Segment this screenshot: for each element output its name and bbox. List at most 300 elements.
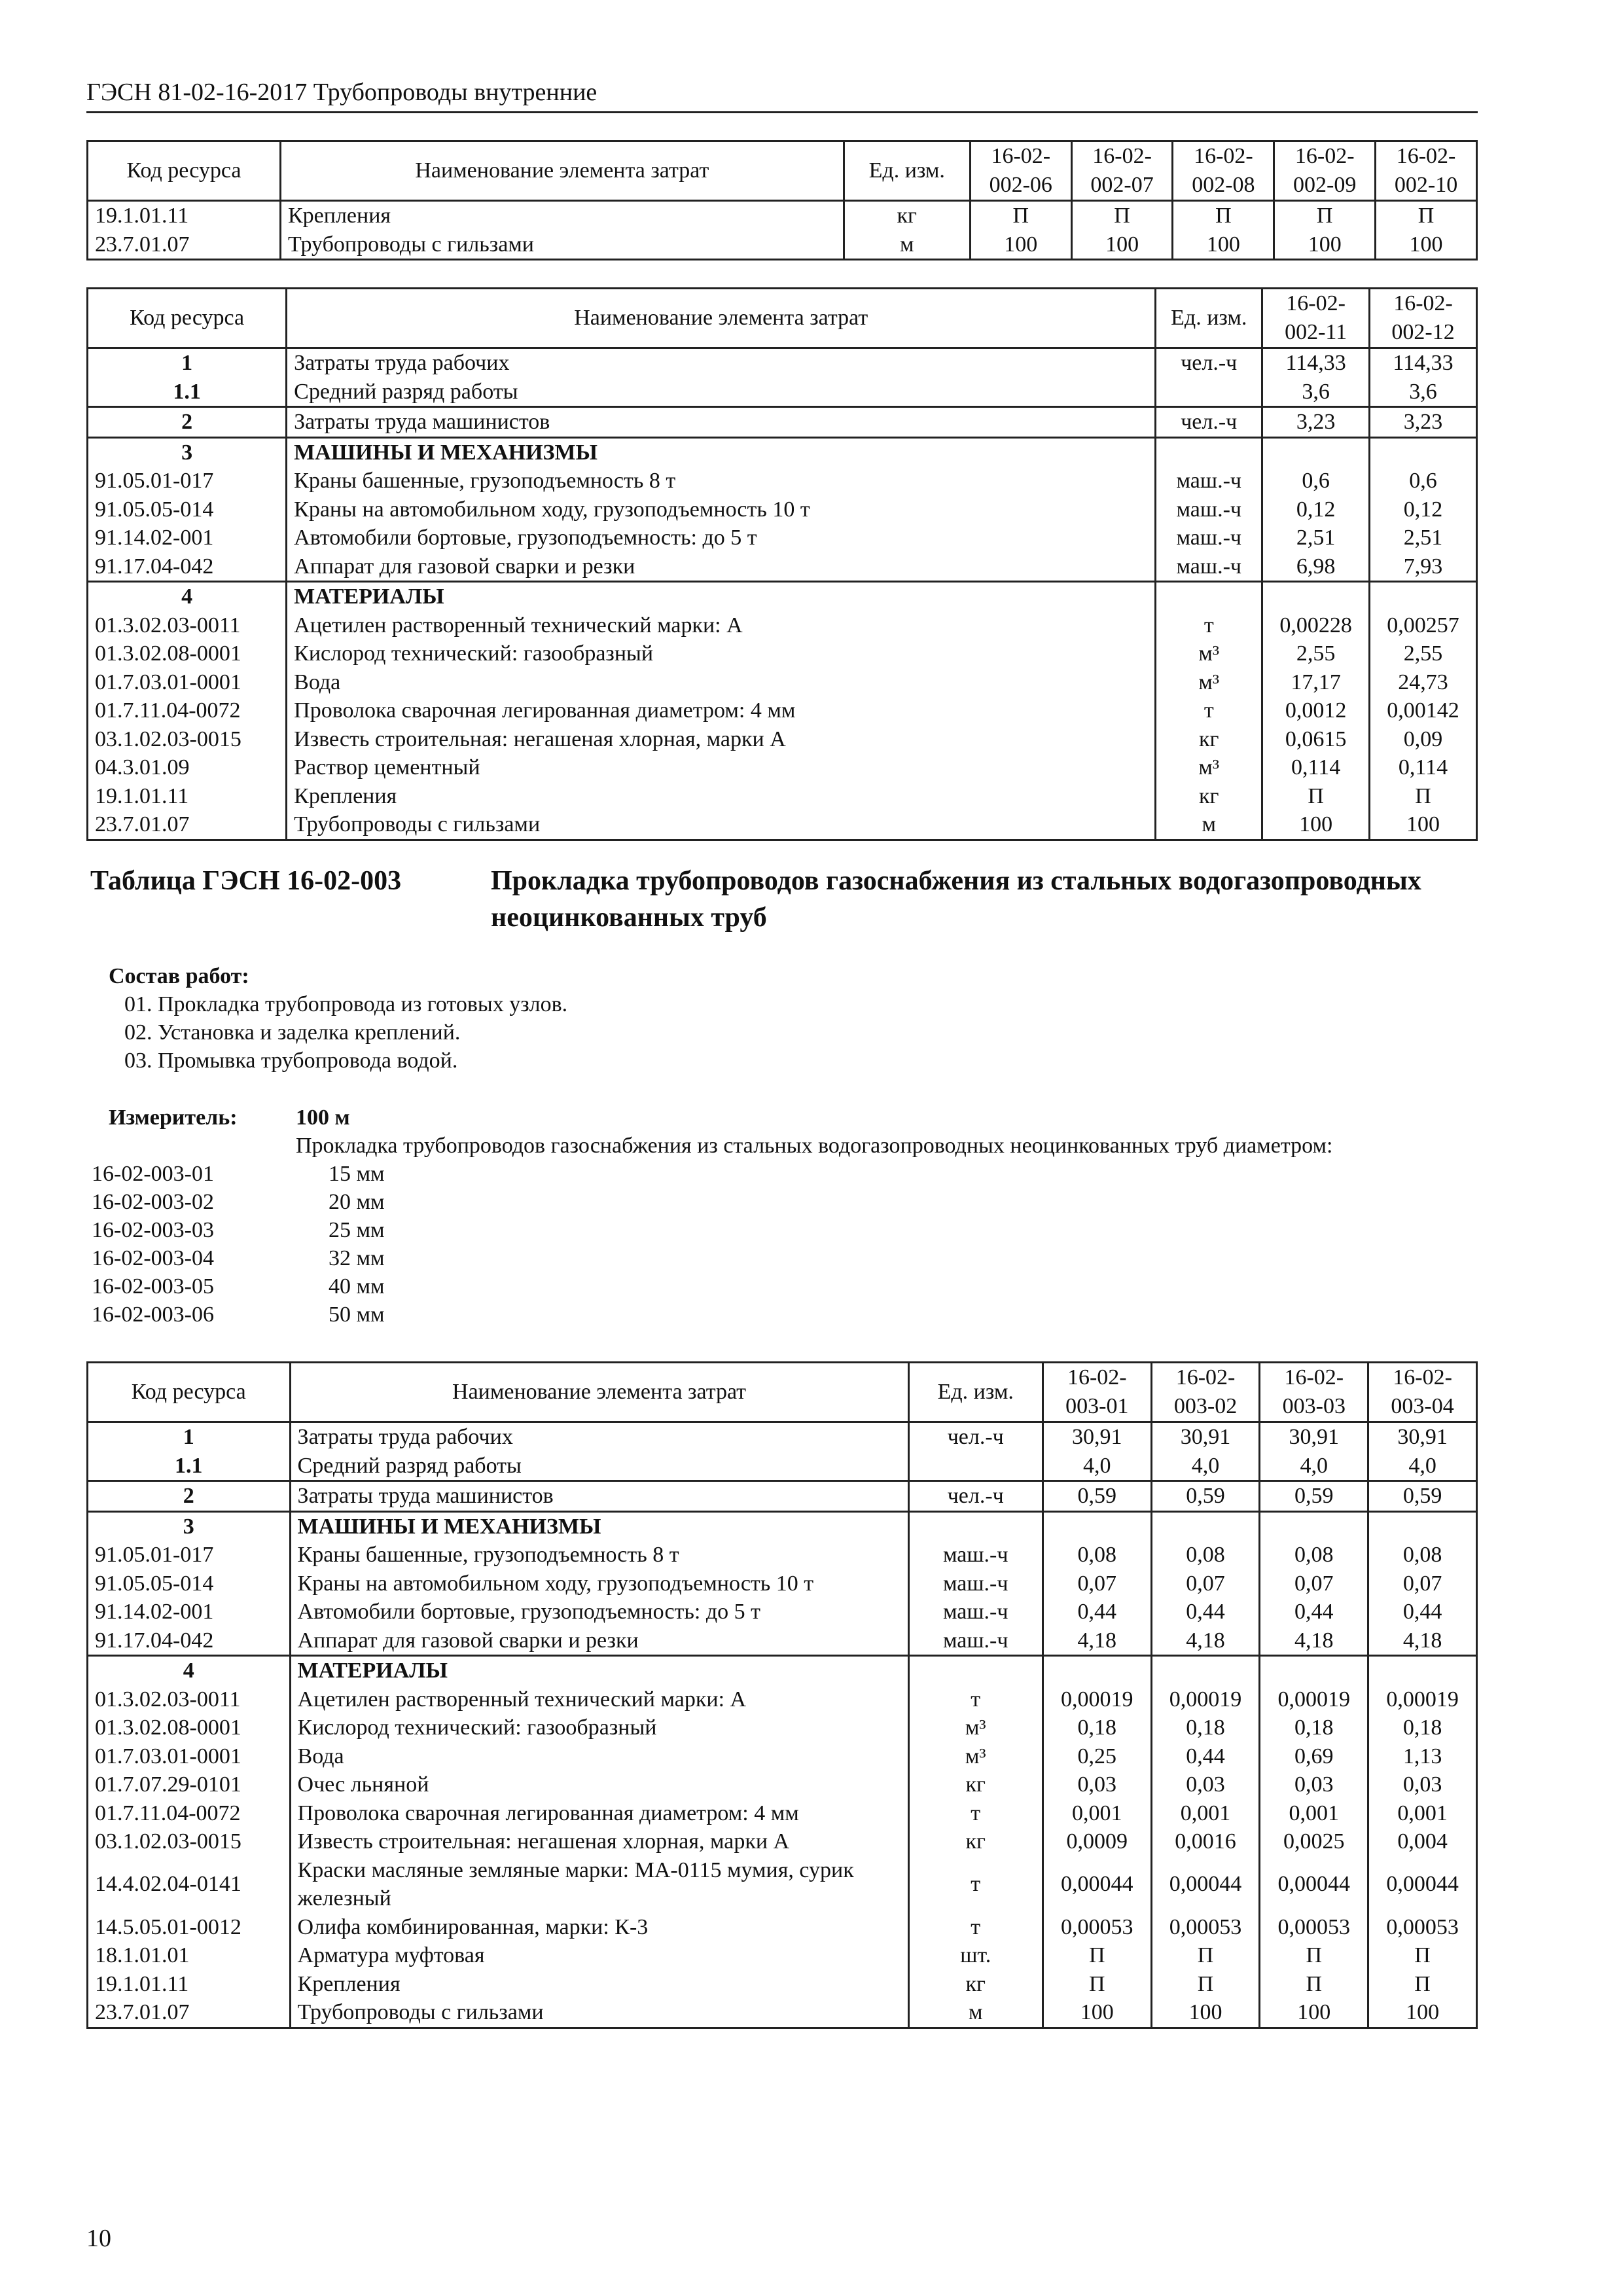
resource-value: 4,18: [1260, 1626, 1368, 1656]
table-row: [88, 1998, 1477, 2028]
table-row: [88, 467, 1477, 495]
table-row: [88, 552, 1477, 582]
resource-unit: маш.-ч: [1156, 495, 1262, 524]
table-row: [88, 230, 1477, 260]
resource-value: П: [1368, 1941, 1477, 1970]
resource-value: 0,00044: [1368, 1856, 1477, 1913]
resource-value: 0,07: [1260, 1570, 1368, 1598]
running-header: ГЭСН 81-02-16-2017 Трубопроводы внутренние: [86, 73, 1478, 113]
resource-code: 14.4.02.04-0141: [88, 1856, 291, 1913]
resource-name: Арматура муфтовая: [290, 1941, 908, 1970]
header-name: Наименование элемента затрат: [281, 141, 844, 201]
header-name: Наименование элемента затрат: [290, 1363, 908, 1422]
resource-value: [1370, 437, 1477, 467]
table-row: [88, 524, 1477, 552]
resource-unit: т: [908, 1799, 1043, 1828]
resource-value: 0,6: [1262, 467, 1370, 495]
resource-value: [1260, 1656, 1368, 1685]
resource-name: Краны на автомобильном ходу, грузоподъемность 10 т: [290, 1570, 908, 1598]
resource-name: Известь строительная: негашеная хлорная, марки А: [290, 1827, 908, 1856]
resource-unit: [908, 1452, 1043, 1481]
resource-value: [1043, 1656, 1151, 1685]
resource-unit: чел.-ч: [1156, 348, 1262, 378]
table-row: [88, 1742, 1477, 1771]
header-col: 16-02-002-09: [1274, 141, 1376, 201]
resource-code: 23.7.01.07: [88, 230, 281, 260]
table-row: [88, 1598, 1477, 1626]
resource-value: 4,0: [1368, 1452, 1477, 1481]
resource-value: 24,73: [1370, 668, 1477, 697]
resource-value: 0,18: [1151, 1713, 1260, 1742]
resource-value: 4,18: [1151, 1626, 1260, 1656]
resource-name: Олифа комбинированная, марки: К-3: [290, 1913, 908, 1942]
work-item: 03. Промывка трубопровода водой.: [124, 1049, 458, 1073]
norm-code: 16-02-003-05: [92, 1274, 214, 1299]
resource-value: П: [1376, 201, 1477, 230]
resource-value: 4,0: [1260, 1452, 1368, 1481]
table-row: [88, 639, 1477, 668]
resource-unit: м: [1156, 810, 1262, 840]
resource-value: 4,18: [1368, 1626, 1477, 1656]
resource-code: 3: [88, 1511, 291, 1541]
resource-unit: т: [908, 1685, 1043, 1714]
resource-value: П: [1151, 1970, 1260, 1999]
measure-label: Измеритель:: [109, 1105, 238, 1130]
table-header-row: [88, 289, 1477, 348]
table-title: Прокладка трубопроводов газоснабжения из стальных водогазопроводных неоцинкованных труб: [491, 866, 1421, 933]
table-row: [88, 1626, 1477, 1656]
resource-value: 0,08: [1151, 1541, 1260, 1570]
resource-value: 0,001: [1368, 1799, 1477, 1828]
resource-value: 0,00053: [1260, 1913, 1368, 1942]
resource-value: [1262, 582, 1370, 611]
resource-value: 0,00019: [1260, 1685, 1368, 1714]
resource-unit: кг: [908, 1827, 1043, 1856]
resource-name: Краны на автомобильном ходу, грузоподъемность 10 т: [287, 495, 1156, 524]
table-row: [88, 378, 1477, 407]
resource-value: 3,6: [1262, 378, 1370, 407]
resource-name: Раствор цементный: [287, 753, 1156, 782]
resource-code: 01.7.11.04-0072: [88, 696, 287, 725]
resource-unit: маш.-ч: [908, 1570, 1043, 1598]
header-col: 16-02-003-04: [1368, 1363, 1477, 1422]
resource-code: 2: [88, 1481, 291, 1512]
resource-code: 91.05.01-017: [88, 467, 287, 495]
resource-name: Аппарат для газовой сварки и резки: [287, 552, 1156, 582]
resource-value: 0,00142: [1370, 696, 1477, 725]
resource-value: 0,0025: [1260, 1827, 1368, 1856]
resource-unit: т: [908, 1856, 1043, 1913]
resource-value: 0,03: [1368, 1770, 1477, 1799]
header-col: 16-02-002-11: [1262, 289, 1370, 348]
norm-code: 16-02-003-04: [92, 1246, 214, 1270]
resource-unit: кг: [1156, 782, 1262, 811]
resource-code: 91.05.05-014: [88, 495, 287, 524]
work-item: 01. Прокладка трубопровода из готовых узлов.: [124, 992, 568, 1016]
resource-value: 30,91: [1260, 1422, 1368, 1452]
resource-name: Средний разряд работы: [290, 1452, 908, 1481]
resource-code: 19.1.01.11: [88, 782, 287, 811]
resource-value: 0,0016: [1151, 1827, 1260, 1856]
header-col: 16-02-002-06: [970, 141, 1071, 201]
resource-value: 0,03: [1151, 1770, 1260, 1799]
table-row: [88, 582, 1477, 611]
resource-unit: м: [844, 230, 970, 260]
table-row: [88, 1799, 1477, 1828]
header-unit: Ед. изм.: [908, 1363, 1043, 1422]
resource-name: Автомобили бортовые, грузоподъемность: до 5 т: [287, 524, 1156, 552]
resource-value: 100: [1043, 1998, 1151, 2028]
resource-name: Затраты труда рабочих: [287, 348, 1156, 378]
resource-value: 0,114: [1262, 753, 1370, 782]
resource-value: 3,23: [1262, 407, 1370, 438]
resource-unit: маш.-ч: [1156, 524, 1262, 552]
resource-unit: м³: [908, 1713, 1043, 1742]
resource-value: 4,0: [1043, 1452, 1151, 1481]
resource-code: 14.5.05.01-0012: [88, 1913, 291, 1942]
resource-value: 0,69: [1260, 1742, 1368, 1771]
resource-value: 0,00019: [1151, 1685, 1260, 1714]
resource-unit: [908, 1656, 1043, 1685]
resource-value: 100: [1262, 810, 1370, 840]
resource-unit: [1156, 437, 1262, 467]
resource-unit: кг: [908, 1970, 1043, 1999]
resource-name: Крепления: [287, 782, 1156, 811]
resource-value: 0,44: [1043, 1598, 1151, 1626]
resource-value: П: [1043, 1970, 1151, 1999]
resource-value: 0,00044: [1043, 1856, 1151, 1913]
table-row: [88, 1656, 1477, 1685]
resource-table-16-02-003-01-04: [86, 1361, 1478, 2029]
resource-unit: маш.-ч: [1156, 552, 1262, 582]
resource-unit: м³: [1156, 639, 1262, 668]
resource-value: П: [1368, 1970, 1477, 1999]
resource-code: 19.1.01.11: [88, 1970, 291, 1999]
resource-name: Средний разряд работы: [287, 378, 1156, 407]
norm-code: 16-02-003-02: [92, 1190, 214, 1214]
resource-name: МАТЕРИАЛЫ: [290, 1656, 908, 1685]
resource-unit: т: [1156, 696, 1262, 725]
resource-name: Трубопроводы с гильзами: [287, 810, 1156, 840]
resource-value: [1370, 582, 1477, 611]
table-row: [88, 1941, 1477, 1970]
resource-unit: кг: [1156, 725, 1262, 754]
header-col: 16-02-002-08: [1173, 141, 1274, 201]
resource-code: 03.1.02.03-0015: [88, 1827, 291, 1856]
resource-code: 1.1: [88, 378, 287, 407]
resource-value: 100: [1151, 1998, 1260, 2028]
resource-value: 0,44: [1368, 1598, 1477, 1626]
work-item: 02. Установка и заделка креплений.: [124, 1020, 461, 1045]
resource-code: 91.14.02-001: [88, 524, 287, 552]
resource-code: 91.05.05-014: [88, 1570, 291, 1598]
table-row: [88, 1770, 1477, 1799]
resource-name: Вода: [290, 1742, 908, 1771]
resource-value: 114,33: [1262, 348, 1370, 378]
resource-value: 2,55: [1262, 639, 1370, 668]
resource-code: 23.7.01.07: [88, 810, 287, 840]
table-row: [88, 1570, 1477, 1598]
resource-value: 100: [1370, 810, 1477, 840]
resource-value: П: [1151, 1941, 1260, 1970]
resource-name: Краски масляные земляные марки: МА-0115 мумия, сурик железный: [290, 1856, 908, 1913]
resource-value: 0,12: [1370, 495, 1477, 524]
resource-unit: чел.-ч: [908, 1422, 1043, 1452]
resource-value: 0,44: [1151, 1742, 1260, 1771]
resource-unit: кг: [844, 201, 970, 230]
resource-value: 0,59: [1260, 1481, 1368, 1512]
resource-name: Ацетилен растворенный технический марки: А: [290, 1685, 908, 1714]
header-col: 16-02-002-10: [1376, 141, 1477, 201]
resource-unit: м³: [1156, 753, 1262, 782]
resource-unit: м: [908, 1998, 1043, 2028]
resource-value: П: [1370, 782, 1477, 811]
measure-value: 100 м: [296, 1105, 350, 1130]
resource-value: 0,44: [1151, 1598, 1260, 1626]
table-row: [88, 1541, 1477, 1570]
header-unit: Ед. изм.: [844, 141, 970, 201]
resource-unit: кг: [908, 1770, 1043, 1799]
resource-value: 0,0012: [1262, 696, 1370, 725]
resource-value: 100: [1173, 230, 1274, 260]
norm-diameter: 20 мм: [329, 1190, 385, 1214]
table-header-row: [88, 141, 1477, 201]
resource-name: Ацетилен растворенный технический марки: А: [287, 611, 1156, 640]
resource-value: 4,18: [1043, 1626, 1151, 1656]
norm-code: 16-02-003-03: [92, 1218, 214, 1242]
resource-code: 91.17.04-042: [88, 552, 287, 582]
resource-unit: т: [908, 1913, 1043, 1942]
resource-code: 91.05.01-017: [88, 1541, 291, 1570]
resource-value: 100: [1368, 1998, 1477, 2028]
resource-value: [1151, 1511, 1260, 1541]
resource-value: 0,03: [1260, 1770, 1368, 1799]
norm-diameter: 25 мм: [329, 1218, 385, 1242]
resource-code: 01.3.02.03-0011: [88, 611, 287, 640]
resource-name: Крепления: [281, 201, 844, 230]
resource-code: 01.3.02.08-0001: [88, 1713, 291, 1742]
resource-value: 0,09: [1370, 725, 1477, 754]
resource-name: МАШИНЫ И МЕХАНИЗМЫ: [290, 1511, 908, 1541]
resource-value: 0,00228: [1262, 611, 1370, 640]
resource-value: 30,91: [1368, 1422, 1477, 1452]
resource-value: 0,12: [1262, 495, 1370, 524]
resource-name: Кислород технический: газообразный: [290, 1713, 908, 1742]
header-col: 16-02-002-07: [1071, 141, 1173, 201]
resource-value: 114,33: [1370, 348, 1477, 378]
resource-code: 01.7.07.29-0101: [88, 1770, 291, 1799]
resource-value: 17,17: [1262, 668, 1370, 697]
resource-value: 100: [1071, 230, 1173, 260]
table-row: [88, 1511, 1477, 1541]
resource-code: 2: [88, 407, 287, 438]
resource-value: 0,07: [1368, 1570, 1477, 1598]
resource-name: Краны башенные, грузоподъемность 8 т: [290, 1541, 908, 1570]
resource-unit: маш.-ч: [1156, 467, 1262, 495]
resource-unit: м³: [908, 1742, 1043, 1771]
resource-value: П: [1173, 201, 1274, 230]
resource-value: 100: [1376, 230, 1477, 260]
resource-value: 0,59: [1151, 1481, 1260, 1512]
resource-code: 91.14.02-001: [88, 1598, 291, 1626]
header-code: Код ресурса: [88, 289, 287, 348]
resource-value: 0,08: [1368, 1541, 1477, 1570]
resource-name: МАТЕРИАЛЫ: [287, 582, 1156, 611]
resource-value: 2,51: [1262, 524, 1370, 552]
resource-name: Кислород технический: газообразный: [287, 639, 1156, 668]
resource-code: 1: [88, 348, 287, 378]
table-row: [88, 1713, 1477, 1742]
resource-value: 4,0: [1151, 1452, 1260, 1481]
resource-value: 0,00044: [1151, 1856, 1260, 1913]
resource-name: Вода: [287, 668, 1156, 697]
resource-code: 1: [88, 1422, 291, 1452]
resource-table-16-02-002-06-10: [86, 140, 1478, 260]
norm-code: 16-02-003-06: [92, 1302, 214, 1327]
resource-value: 0,18: [1368, 1713, 1477, 1742]
header-col: 16-02-003-03: [1260, 1363, 1368, 1422]
table-row: [88, 810, 1477, 840]
resource-value: 0,07: [1043, 1570, 1151, 1598]
resource-value: 0,07: [1151, 1570, 1260, 1598]
header-code: Код ресурса: [88, 141, 281, 201]
resource-value: 6,98: [1262, 552, 1370, 582]
table-row: [88, 348, 1477, 378]
table-row: [88, 1452, 1477, 1481]
resource-value: 0,59: [1043, 1481, 1151, 1512]
table-row: [88, 407, 1477, 438]
resource-code: 4: [88, 582, 287, 611]
resource-name: Затраты труда машинистов: [287, 407, 1156, 438]
measure-description: Прокладка трубопроводов газоснабжения из стальных водогазопроводных неоцинкованных труб диаметром:: [296, 1134, 1333, 1158]
resource-unit: маш.-ч: [908, 1541, 1043, 1570]
resource-value: 0,18: [1260, 1713, 1368, 1742]
resource-unit: маш.-ч: [908, 1626, 1043, 1656]
resource-value: 7,93: [1370, 552, 1477, 582]
resource-unit: м³: [1156, 668, 1262, 697]
resource-value: 0,114: [1370, 753, 1477, 782]
table-number: Таблица ГЭСН 16-02-003: [90, 866, 402, 896]
resource-name: Трубопроводы с гильзами: [290, 1998, 908, 2028]
resource-code: 01.7.03.01-0001: [88, 1742, 291, 1771]
norm-diameter: 40 мм: [329, 1274, 385, 1299]
resource-code: 3: [88, 437, 287, 467]
resource-name: Затраты труда рабочих: [290, 1422, 908, 1452]
resource-value: [1043, 1511, 1151, 1541]
header-col: 16-02-003-01: [1043, 1363, 1151, 1422]
resource-unit: [1156, 582, 1262, 611]
table-row: [88, 1685, 1477, 1714]
resource-name: Краны башенные, грузоподъемность 8 т: [287, 467, 1156, 495]
resource-value: 100: [970, 230, 1071, 260]
resource-name: Проволока сварочная легированная диаметром: 4 мм: [287, 696, 1156, 725]
header-col: 16-02-002-12: [1370, 289, 1477, 348]
resource-code: 4: [88, 1656, 291, 1685]
resource-code: 01.7.03.01-0001: [88, 668, 287, 697]
table-row: [88, 753, 1477, 782]
table-row: [88, 1970, 1477, 1999]
resource-unit: [908, 1511, 1043, 1541]
resource-value: 0,18: [1043, 1713, 1151, 1742]
resource-value: П: [1274, 201, 1376, 230]
resource-code: 19.1.01.11: [88, 201, 281, 230]
header-name: Наименование элемента затрат: [287, 289, 1156, 348]
resource-value: 0,6: [1370, 467, 1477, 495]
resource-value: 2,51: [1370, 524, 1477, 552]
table-row: [88, 1913, 1477, 1942]
header-unit: Ед. изм.: [1156, 289, 1262, 348]
table-row: [88, 782, 1477, 811]
resource-value: 0,00053: [1043, 1913, 1151, 1942]
resource-unit: т: [1156, 611, 1262, 640]
resource-code: 1.1: [88, 1452, 291, 1481]
resource-value: 0,00053: [1368, 1913, 1477, 1942]
resource-value: 0,00257: [1370, 611, 1477, 640]
resource-code: 03.1.02.03-0015: [88, 725, 287, 754]
resource-value: 0,08: [1260, 1541, 1368, 1570]
norm-diameter: 15 мм: [329, 1162, 385, 1186]
resource-name: Автомобили бортовые, грузоподъемность: до 5 т: [290, 1598, 908, 1626]
table-header-row: [88, 1363, 1477, 1422]
resource-value: П: [1071, 201, 1173, 230]
resource-name: Известь строительная: негашеная хлорная, марки А: [287, 725, 1156, 754]
resource-unit: шт.: [908, 1941, 1043, 1970]
resource-value: 0,00019: [1368, 1685, 1477, 1714]
resource-value: 1,13: [1368, 1742, 1477, 1771]
resource-value: 3,6: [1370, 378, 1477, 407]
norm-diameter: 32 мм: [329, 1246, 385, 1270]
table-row: [88, 696, 1477, 725]
resource-value: П: [1260, 1970, 1368, 1999]
resource-code: 91.17.04-042: [88, 1626, 291, 1656]
resource-name: Крепления: [290, 1970, 908, 1999]
table-row: [88, 725, 1477, 754]
table-row: [88, 201, 1477, 230]
resource-value: 0,44: [1260, 1598, 1368, 1626]
resource-value: П: [1043, 1941, 1151, 1970]
resource-value: 3,23: [1370, 407, 1477, 438]
resource-value: П: [1262, 782, 1370, 811]
resource-value: 30,91: [1043, 1422, 1151, 1452]
header-col: 16-02-003-02: [1151, 1363, 1260, 1422]
resource-value: [1262, 437, 1370, 467]
resource-value: [1151, 1656, 1260, 1685]
table-row: [88, 611, 1477, 640]
resource-name: Очес льняной: [290, 1770, 908, 1799]
works-label: Состав работ:: [109, 964, 249, 988]
resource-value: 0,00019: [1043, 1685, 1151, 1714]
resource-code: 01.3.02.03-0011: [88, 1685, 291, 1714]
table-row: [88, 668, 1477, 697]
table-row: [88, 1422, 1477, 1452]
header-code: Код ресурса: [88, 1363, 291, 1422]
resource-value: 100: [1274, 230, 1376, 260]
resource-value: [1368, 1511, 1477, 1541]
resource-value: 0,001: [1043, 1799, 1151, 1828]
resource-name: МАШИНЫ И МЕХАНИЗМЫ: [287, 437, 1156, 467]
page-number: 10: [86, 2225, 111, 2252]
resource-value: 0,03: [1043, 1770, 1151, 1799]
table-row: [88, 437, 1477, 467]
norm-diameter: 50 мм: [329, 1302, 385, 1327]
resource-value: 100: [1260, 1998, 1368, 2028]
resource-unit: чел.-ч: [908, 1481, 1043, 1512]
resource-value: 2,55: [1370, 639, 1477, 668]
resource-value: [1368, 1656, 1477, 1685]
resource-code: 01.3.02.08-0001: [88, 639, 287, 668]
resource-name: Трубопроводы с гильзами: [281, 230, 844, 260]
resource-code: 01.7.11.04-0072: [88, 1799, 291, 1828]
